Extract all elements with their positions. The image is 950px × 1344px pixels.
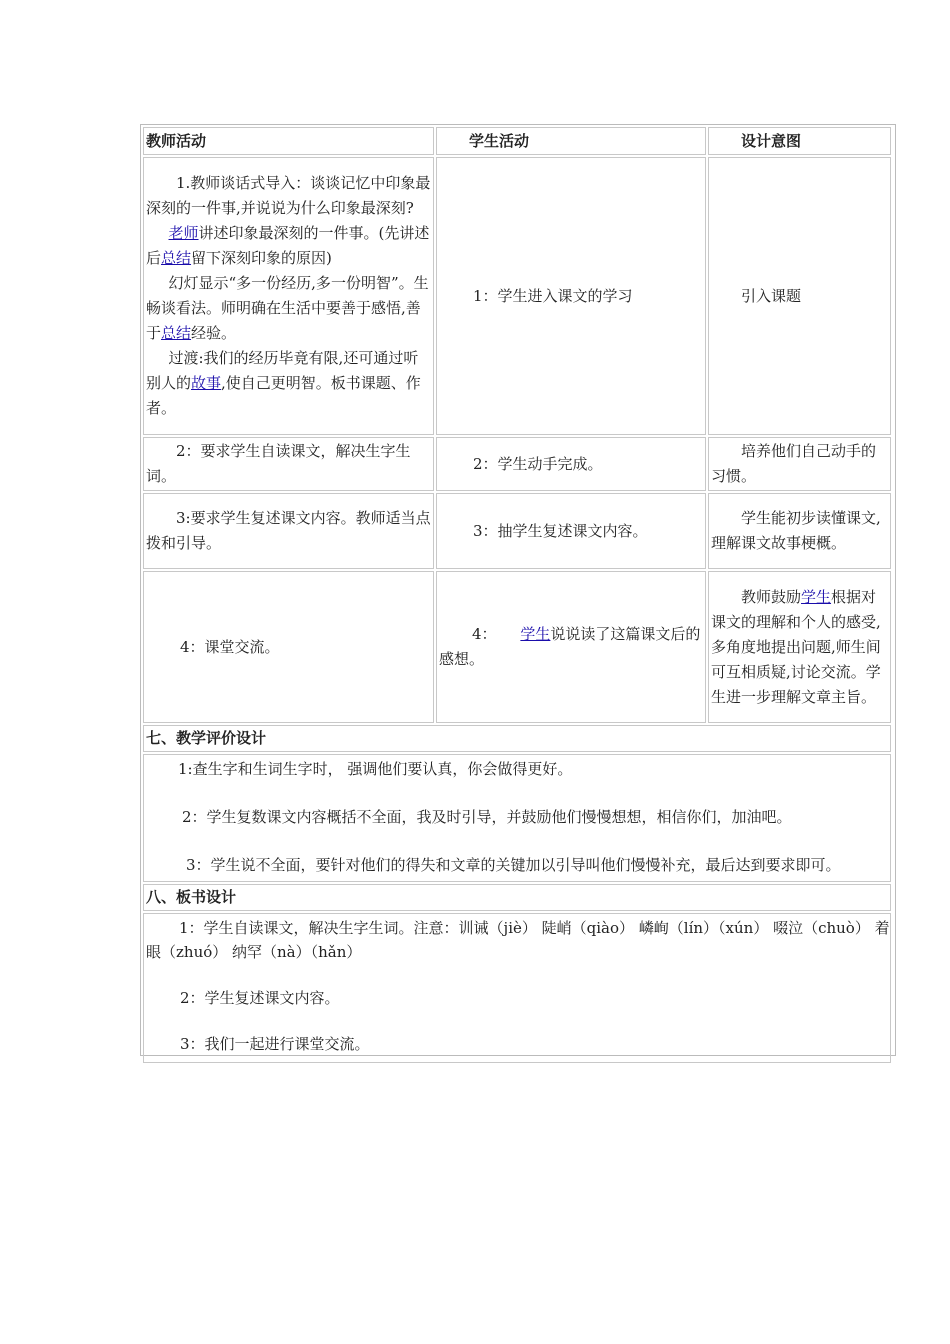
row1-teacher-p3-text-a: 幻灯显示“多一份经历,多一份明智”。生畅谈看法。师明确在生活中要善于感悟,善于 bbox=[146, 274, 429, 342]
row4-student-text bbox=[439, 622, 705, 672]
row4-student-text-b: 说说读了这篇课文后的感想。 bbox=[439, 625, 701, 668]
row1-teacher-p2 bbox=[146, 221, 433, 271]
row4-intent-text-a: 教师鼓励 bbox=[741, 587, 802, 606]
summary-link-1[interactable]: 总结 bbox=[161, 249, 192, 267]
lesson-plan-table bbox=[141, 125, 893, 1065]
section7-title: 七、教学评价设计 bbox=[143, 725, 891, 752]
lesson-plan-sheet bbox=[140, 124, 896, 1056]
board-item-1: 1：学生自读课文，解决生字生词。注意：训诫（jiè） 陡峭（qiào） 嶙峋（lín）（xún） 啜泣（chuò） 着眼（zhuó） 纳罕（nà）（hǎn） bbox=[146, 919, 890, 961]
row2-intent-cell bbox=[708, 437, 891, 491]
student-link-2[interactable]: 学生 bbox=[801, 587, 832, 606]
row1-teacher-p4-text-a: 过渡:我们的经历毕竟有限,还可通过听别人的 bbox=[146, 349, 419, 392]
table-row bbox=[143, 493, 891, 569]
teacher-link[interactable]: 老师 bbox=[168, 224, 199, 242]
row4-intent-cell bbox=[708, 571, 891, 723]
row1-teacher-p3-text-b: 经验。 bbox=[191, 324, 237, 342]
student-link-1[interactable]: 学生 bbox=[520, 625, 551, 643]
row4-intent-text bbox=[711, 585, 890, 710]
board-item-3: 3：我们一起进行课堂交流。 bbox=[180, 1035, 370, 1053]
story-link[interactable]: 故事 bbox=[191, 374, 222, 392]
table-row bbox=[143, 571, 891, 723]
header-teacher-activity: 教师活动 bbox=[143, 127, 434, 155]
row1-teacher-p1: 1.教师谈话式导入：谈谈记忆中印象最深刻的一件事,并说说为什么印象最深刻? bbox=[146, 174, 431, 217]
evaluation-item-2: 2：学生复数课文内容概括不全面，我及时引导，并鼓励他们慢慢想想，相信你们，加油吧。 bbox=[182, 808, 792, 826]
row1-teacher-p3 bbox=[146, 271, 433, 346]
evaluation-item-3: 3：学生说不全面，要针对他们的得失和文章的关键加以引导叫他们慢慢补充，最后达到要求即可。 bbox=[186, 856, 841, 874]
row3-teacher-text: 3:要求学生复述课文内容。教师适当点拨和引导。 bbox=[146, 509, 431, 552]
row1-teacher-p4 bbox=[146, 346, 433, 421]
row3-intent-text: 学生能初步读懂课文,理解课文故事梗概。 bbox=[711, 509, 881, 552]
section8-title: 八、板书设计 bbox=[143, 884, 891, 911]
board-item-2: 2：学生复述课文内容。 bbox=[180, 989, 340, 1007]
table-header-row bbox=[143, 127, 891, 155]
row4-student-text-a: 4： bbox=[472, 625, 497, 643]
row4-intent-text-b: 根据对课文的理解和个人的感受,多角度地提出问题,师生间可互相质疑,讨论交流。学生进一步理解文章主旨。 bbox=[711, 587, 881, 706]
board-design-list bbox=[143, 913, 891, 1063]
evaluation-list bbox=[143, 754, 891, 882]
header-design-intent: 设计意图 bbox=[708, 127, 891, 155]
row2-student-cell: 2：学生动手完成。 bbox=[436, 437, 706, 491]
row2-teacher-text: 2：要求学生自读课文，解决生字生词。 bbox=[146, 442, 411, 485]
row2-teacher-cell bbox=[143, 437, 434, 491]
row1-teacher-p2-text-b: 留下深刻印象的原因) bbox=[191, 249, 332, 267]
row4-teacher-cell: 4：课堂交流。 bbox=[143, 571, 434, 723]
row1-student-cell: 1：学生进入课文的学习 bbox=[436, 157, 706, 435]
header-student-activity: 学生活动 bbox=[436, 127, 706, 155]
row3-teacher-cell bbox=[143, 493, 434, 569]
row4-student-cell bbox=[436, 571, 706, 723]
table-row bbox=[143, 157, 891, 435]
section7-title-row bbox=[143, 725, 891, 752]
evaluation-item-1: 1:查生字和生词生字时， 强调他们要认真，你会做得更好。 bbox=[178, 760, 573, 778]
row1-teacher-cell bbox=[143, 157, 434, 435]
row3-student-cell: 3：抽学生复述课文内容。 bbox=[436, 493, 706, 569]
row2-intent-text: 培养他们自己动手的习惯。 bbox=[711, 442, 877, 485]
row1-teacher-p4-text-b: ,使自己更明智。板书课题、作者。 bbox=[146, 374, 421, 417]
row3-intent-cell bbox=[708, 493, 891, 569]
section8-body-row bbox=[143, 913, 891, 1063]
section8-title-row bbox=[143, 884, 891, 911]
row1-teacher-p2-text-a: 讲述印象最深刻的一件事。(先讲述后 bbox=[146, 224, 430, 267]
summary-link-2[interactable]: 总结 bbox=[161, 324, 192, 342]
section7-body-row bbox=[143, 754, 891, 882]
row1-intent-cell: 引入课题 bbox=[708, 157, 891, 435]
table-row bbox=[143, 437, 891, 491]
